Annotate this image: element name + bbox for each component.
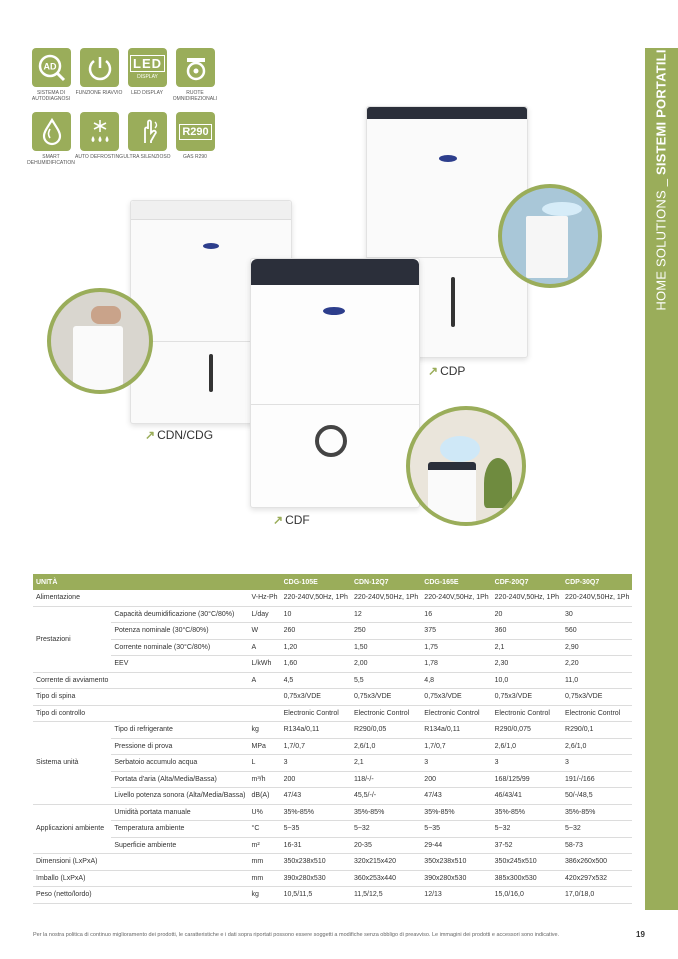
cdf-top-panel [251,259,419,285]
specifications-table [33,574,632,904]
row-label: Pressione di prova [111,738,248,755]
row-value: 3 [421,755,491,772]
detail-photo-room [406,406,526,526]
row-value: 386x260x500 [562,854,632,871]
row-value: 2,1 [351,755,421,772]
row-value: 1,75 [421,639,491,656]
row-value: 5~32 [562,821,632,838]
row-value: 35%-85% [421,804,491,821]
row-value: 350x245x510 [492,854,562,871]
cdf-water-indicator [315,425,347,457]
row-value: 220-240V,50Hz, 1Ph [281,590,351,606]
row-value: 250 [351,623,421,640]
riavvio-icon [80,48,119,87]
row-value: 350x238x510 [421,854,491,871]
table-row [33,887,632,904]
row-label: Temperatura ambiente [111,821,248,838]
gas-r290-icon: R290 [176,112,215,151]
row-unit: m² [249,837,281,854]
row-value: 15,0/16,0 [492,887,562,904]
row-value: 20 [492,606,562,623]
row-value: 10 [281,606,351,623]
product-label-cdf: ↗ CDF [273,513,310,527]
row-value: 420x297x532 [562,870,632,887]
row-unit: V-Hz-Ph [249,590,281,606]
row-value: 350x238x510 [281,854,351,871]
row-label: EEV [111,656,248,673]
row-value: 47/43 [421,788,491,805]
row-value: Electronic Control [421,705,491,722]
auto-defrosting-icon [80,112,119,151]
row-value: 35%-85% [562,804,632,821]
autodiagnosi-icon [32,48,71,87]
row-unit: °C [249,821,281,838]
row-value: 11,5/12,5 [351,887,421,904]
svg-text:AD: AD [43,61,56,71]
row-value: 220-240V,50Hz, 1Ph [562,590,632,606]
row-label [111,854,248,871]
row-value: 5,5 [351,672,421,689]
row-value: 3 [281,755,351,772]
product-cdf-image [250,258,420,508]
row-value: 46/43/41 [492,788,562,805]
row-value: R134a/0,11 [281,722,351,739]
table-row [33,821,632,838]
row-label: Potenza nominale (30°C/80%) [111,623,248,640]
smart-dehumidification-icon [32,112,71,151]
row-label: Capacità deumidificazione (30°C/80%) [111,606,248,623]
row-value: 12 [351,606,421,623]
auto-defrosting-label: AUTO DEFROSTING [75,154,123,160]
row-value: 2,6/1,0 [492,738,562,755]
row-group: Sistema unità [33,722,111,805]
brand-logo-icon [203,243,219,249]
row-unit: A [249,672,281,689]
row-label [111,672,248,689]
row-group: Prestazioni [33,606,111,672]
row-value: R290/0,1 [562,722,632,739]
row-unit [249,689,281,706]
ultra-silenzioso-label: ULTRA SILENZIOSO [123,154,171,160]
row-label [111,590,248,606]
row-value: 35%-85% [281,804,351,821]
row-value: 10,5/11,5 [281,887,351,904]
row-group: Imballo (LxPxA) [33,870,111,887]
table-row [33,738,632,755]
row-value: 2,00 [351,656,421,673]
row-group: Dimensioni (LxPxA) [33,854,111,871]
row-value: 220-240V,50Hz, 1Ph [351,590,421,606]
row-value: 5~35 [421,821,491,838]
table-row [33,705,632,722]
row-value: 390x280x530 [281,870,351,887]
row-unit: kg [249,722,281,739]
row-unit: L/day [249,606,281,623]
row-value: 20-35 [351,837,421,854]
row-value: 0,75x3/VDE [492,689,562,706]
row-value: 30 [562,606,632,623]
row-value: 17,0/18,0 [562,887,632,904]
row-unit: A [249,639,281,656]
led-display-label: LED DISPLAY [131,90,163,96]
row-unit: mm [249,854,281,871]
row-label [111,689,248,706]
row-value: 2,1 [492,639,562,656]
row-label: Portata d'aria (Alta/Media/Bassa) [111,771,248,788]
cdp-top-panel [367,107,527,119]
row-value: 3 [562,755,632,772]
table-row [33,722,632,739]
product-label-cdn-cdg: ↗ CDN/CDG [145,428,214,442]
row-label: Corrente nominale (30°C/80%) [111,639,248,656]
row-unit: kg [249,887,281,904]
row-value: R134a/0,11 [421,722,491,739]
table-row [33,771,632,788]
row-value: 0,75x3/VDE [351,689,421,706]
row-value: 1,7/0,7 [421,738,491,755]
row-value: 45,5/-/- [351,788,421,805]
row-unit: W [249,623,281,640]
led-display-icon: LED DISPLAY [128,48,167,87]
row-value: 220-240V,50Hz, 1Ph [421,590,491,606]
table-row [33,689,632,706]
row-unit: m³/h [249,771,281,788]
row-value: 0,75x3/VDE [421,689,491,706]
row-value: 118/-/- [351,771,421,788]
row-value: 2,20 [562,656,632,673]
row-group: Peso (netto/lordo) [33,887,111,904]
brand-logo-icon [323,307,345,315]
row-value: R290/0,05 [351,722,421,739]
table-row [33,590,632,606]
table-row [33,788,632,805]
row-value: R290/0,075 [492,722,562,739]
table-header-row: UNITÀ CDG-105E CDN-12Q7 CDG-165E CDF-20Q7 CDP-30Q7 [33,574,632,590]
row-value: 58-73 [562,837,632,854]
smart-dehumidification-label: SMART DEHUMIDIFICATION [27,154,75,166]
row-value: 260 [281,623,351,640]
row-group: Alimentazione [33,590,111,606]
table-row [33,656,632,673]
table-row [33,639,632,656]
row-value: 10,0 [492,672,562,689]
row-label [111,870,248,887]
row-value: 1,50 [351,639,421,656]
row-value: 5~35 [281,821,351,838]
row-value: 200 [421,771,491,788]
detail-photo-handle [47,288,153,394]
row-label [111,705,248,722]
row-value: Electronic Control [281,705,351,722]
row-value: 191/-/166 [562,771,632,788]
row-value: 320x215x420 [351,854,421,871]
row-value: 0,75x3/VDE [562,689,632,706]
table-row [33,606,632,623]
row-label: Livello potenza sonora (Alta/Media/Bassa) [111,788,248,805]
row-label: Tipo di refrigerante [111,722,248,739]
row-value: 16-31 [281,837,351,854]
row-value: 1,78 [421,656,491,673]
row-unit: L/kWh [249,656,281,673]
row-value: 11,0 [562,672,632,689]
row-value: 2,6/1,0 [562,738,632,755]
row-value: 5~32 [351,821,421,838]
footer-disclaimer: Per la nostra politica di continuo miglioramento dei prodotti, le caratteristiche e i dati sopra riportati possono essere soggetti a modifiche senza obbligo di preavviso. Le immagini dei prodotti e accessori sono indicative. [33,932,560,938]
row-label [111,887,248,904]
table-row [33,837,632,854]
row-value: 4,8 [421,672,491,689]
row-value: 16 [421,606,491,623]
row-unit: MPa [249,738,281,755]
table-row [33,870,632,887]
row-value: 1,60 [281,656,351,673]
row-value: 390x280x530 [421,870,491,887]
row-value: 560 [562,623,632,640]
row-unit: L [249,755,281,772]
row-group: Tipo di spina [33,689,111,706]
table-row [33,623,632,640]
row-unit: U% [249,804,281,821]
row-value: Electronic Control [562,705,632,722]
side-title: HOME SOLUTIONS _ SISTEMI PORTATILI [653,49,669,311]
row-value: 2,6/1,0 [351,738,421,755]
row-unit: mm [249,870,281,887]
row-value: 2,30 [492,656,562,673]
row-value: 200 [281,771,351,788]
table-row [33,854,632,871]
row-value: 168/125/99 [492,771,562,788]
row-unit [249,705,281,722]
row-value: 47/43 [281,788,351,805]
row-value: 35%-85% [351,804,421,821]
brand-logo-icon [439,155,457,162]
page-number: 19 [636,930,645,939]
row-group: Applicazioni ambiente [33,804,111,854]
row-label: Umidità portata manuale [111,804,248,821]
row-value: 1,20 [281,639,351,656]
autodiagnosi-label: SISTEMA DI AUTODIAGNOSI [31,90,71,102]
row-label: Serbatoio accumulo acqua [111,755,248,772]
ruote-label: RUOTE OMNIDIREZIONALI [172,90,218,102]
row-value: 3 [492,755,562,772]
row-value: 50/-/48,5 [562,788,632,805]
ultra-silenzioso-icon [128,112,167,151]
row-value: 2,90 [562,639,632,656]
row-value: 1,7/0,7 [281,738,351,755]
row-unit: dB(A) [249,788,281,805]
row-label: Superficie ambiente [111,837,248,854]
row-value: 385x300x530 [492,870,562,887]
row-value: 360x253x440 [351,870,421,887]
row-value: 0,75x3/VDE [281,689,351,706]
row-group: Corrente di avviamento [33,672,111,689]
row-value: 5~32 [492,821,562,838]
row-value: Electronic Control [351,705,421,722]
gas-r290-label: GAS R290 [183,154,207,160]
table-row [33,804,632,821]
row-value: 4,5 [281,672,351,689]
row-value: 37-52 [492,837,562,854]
row-value: Electronic Control [492,705,562,722]
row-value: 35%-85% [492,804,562,821]
table-row [33,755,632,772]
row-value: 375 [421,623,491,640]
row-value: 360 [492,623,562,640]
riavvio-label: FUNZIONE RIAVVIO [75,90,123,96]
detail-photo-airflow [498,184,602,288]
table-row [33,672,632,689]
cdp-handle [451,277,455,327]
row-group: Tipo di controllo [33,705,111,722]
row-value: 12/13 [421,887,491,904]
row-value: 29-44 [421,837,491,854]
row-value: 220-240V,50Hz, 1Ph [492,590,562,606]
ruote-icon [176,48,215,87]
product-label-cdp: ↗ CDP [428,364,466,378]
